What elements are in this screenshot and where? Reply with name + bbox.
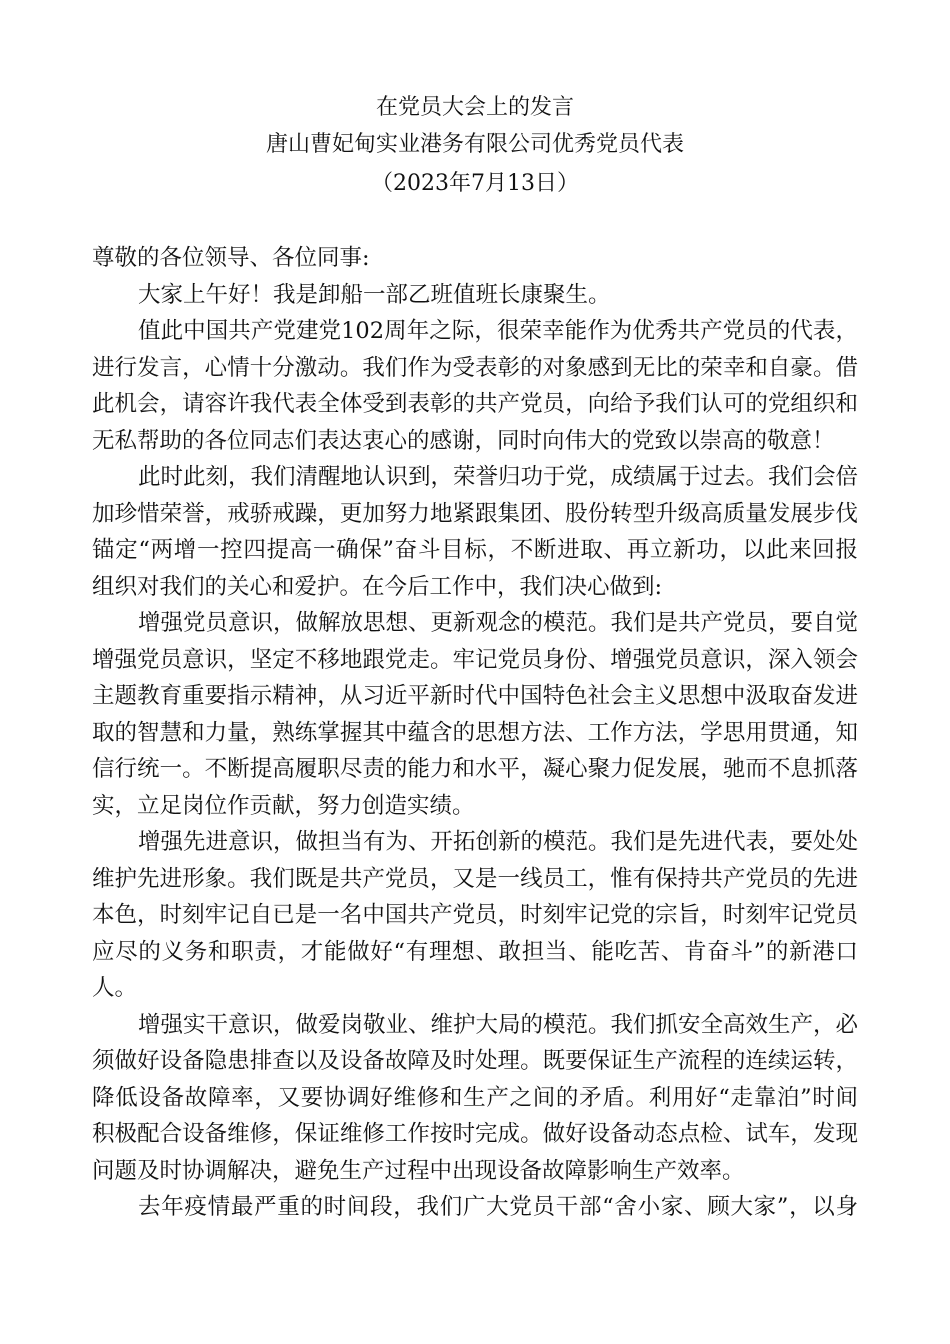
paragraph <box>92 607 858 826</box>
paragraph-line: 人。 <box>92 975 138 1001</box>
paragraph-line: 增强党员意识，坚定不移地跟党走。牢记党员身份、增强党员意识，深入领会 <box>92 646 858 673</box>
paragraph-line: 问题及时协调解决，避免生产过程中出现设备故障影响生产效率。 <box>92 1157 745 1184</box>
paragraph-line: 去年疫情最严重的时间段，我们广大党员干部“舍小家、顾大家”，以身 <box>138 1194 858 1220</box>
paragraph <box>92 461 858 607</box>
document-subtitle: 唐山曹妃甸实业港务有限公司优秀党员代表 <box>265 132 684 157</box>
paragraph-line: 增强实干意识，做爱岗敬业、维护大局的模范。我们抓安全高效生产，必 <box>138 1011 859 1038</box>
paragraph-line: 进行发言，心情十分激动。我们作为受表彰的对象感到无比的荣幸和自豪。借 <box>92 354 858 381</box>
paragraph-line: 实，立足岗位作贡献，努力创造实绩。 <box>92 792 475 819</box>
paragraph-line: 无私帮助的各位同志们表达衷心的感谢，同时向伟大的党致以崇高的敬意！ <box>92 427 835 454</box>
paragraph-line: 取的智慧和力量，熟练掌握其中蕴含的思想方法、工作方法，学思用贯通，知 <box>92 719 858 746</box>
paragraph-line: 降低设备故障率，又要协调好维修和生产之间的矛盾。利用好“走靠泊”时间 <box>92 1084 858 1111</box>
paragraph-line: 锚定“两增一控四提高一确保”奋斗目标，不断进取、再立新功，以此来回报 <box>92 537 858 563</box>
paragraph-line: 增强先进意识，做担当有为、开拓创新的模范。我们是先进代表，要处处 <box>138 829 859 855</box>
paragraph <box>92 315 858 461</box>
paragraph-line: 加珍惜荣誉，戒骄戒躁，更加努力地紧跟集团、股份转型升级高质量发展步伐 <box>92 500 858 527</box>
paragraph-line: 积极配合设备维修，保证维修工作按时完成。做好设备动态点检、试车，发现 <box>92 1121 858 1147</box>
paragraph <box>92 826 858 1009</box>
paragraph-line: 应尽的义务和职责，才能做好“有理想、敢担当、能吃苦、肯奋斗”的新港口 <box>92 938 858 965</box>
paragraph-line: 信行统一。不断提高履职尽责的能力和水平，凝心聚力促发展，驰而不息抓落 <box>92 756 858 782</box>
paragraph <box>92 1009 858 1192</box>
document-date: （2023年7月13日） <box>371 171 579 196</box>
paragraph <box>92 279 858 316</box>
paragraph-line: 组织对我们的关心和爱护。在今后工作中，我们决心做到: <box>92 573 663 600</box>
document-body <box>92 242 858 1228</box>
paragraph-line: 主题教育重要指示精神，从习近平新时代中国特色社会主义思想中汲取奋发进 <box>92 683 858 709</box>
paragraph-line: 此时此刻，我们清醒地认识到，荣誉归功于党，成绩属于过去。我们会倍 <box>138 464 859 490</box>
paragraph <box>92 1191 858 1228</box>
paragraph-line: 须做好设备隐患排查以及设备故障及时处理。既要保证生产流程的连续运转， <box>92 1048 858 1074</box>
paragraph-line: 本色，时刻牢记自已是一名中国共产党员，时刻牢记党的宗旨，时刻牢记党员 <box>92 902 858 928</box>
paragraph-line: 大家上午好！我是卸船一部乙班值班长康聚生。 <box>138 281 611 308</box>
paragraph-line: 增强党员意识，做解放思想、更新观念的模范。我们是共产党员，要自觉 <box>138 610 859 636</box>
document-title: 在党员大会上的发言 <box>375 95 574 120</box>
paragraph-line: 维护先进形象。我们既是共产党员，又是一线员工，惟有保持共产党员的先进 <box>92 865 858 892</box>
salutation: 尊敬的各位领导、各位同事: <box>92 245 370 271</box>
paragraph-line: 此机会，请容许我代表全体受到表彰的共产党员，向给予我们认可的党组织和 <box>92 391 858 417</box>
paragraph-line: 值此中国共产党建党102周年之际，很荣幸能作为优秀共产党员的代表， <box>138 318 858 344</box>
